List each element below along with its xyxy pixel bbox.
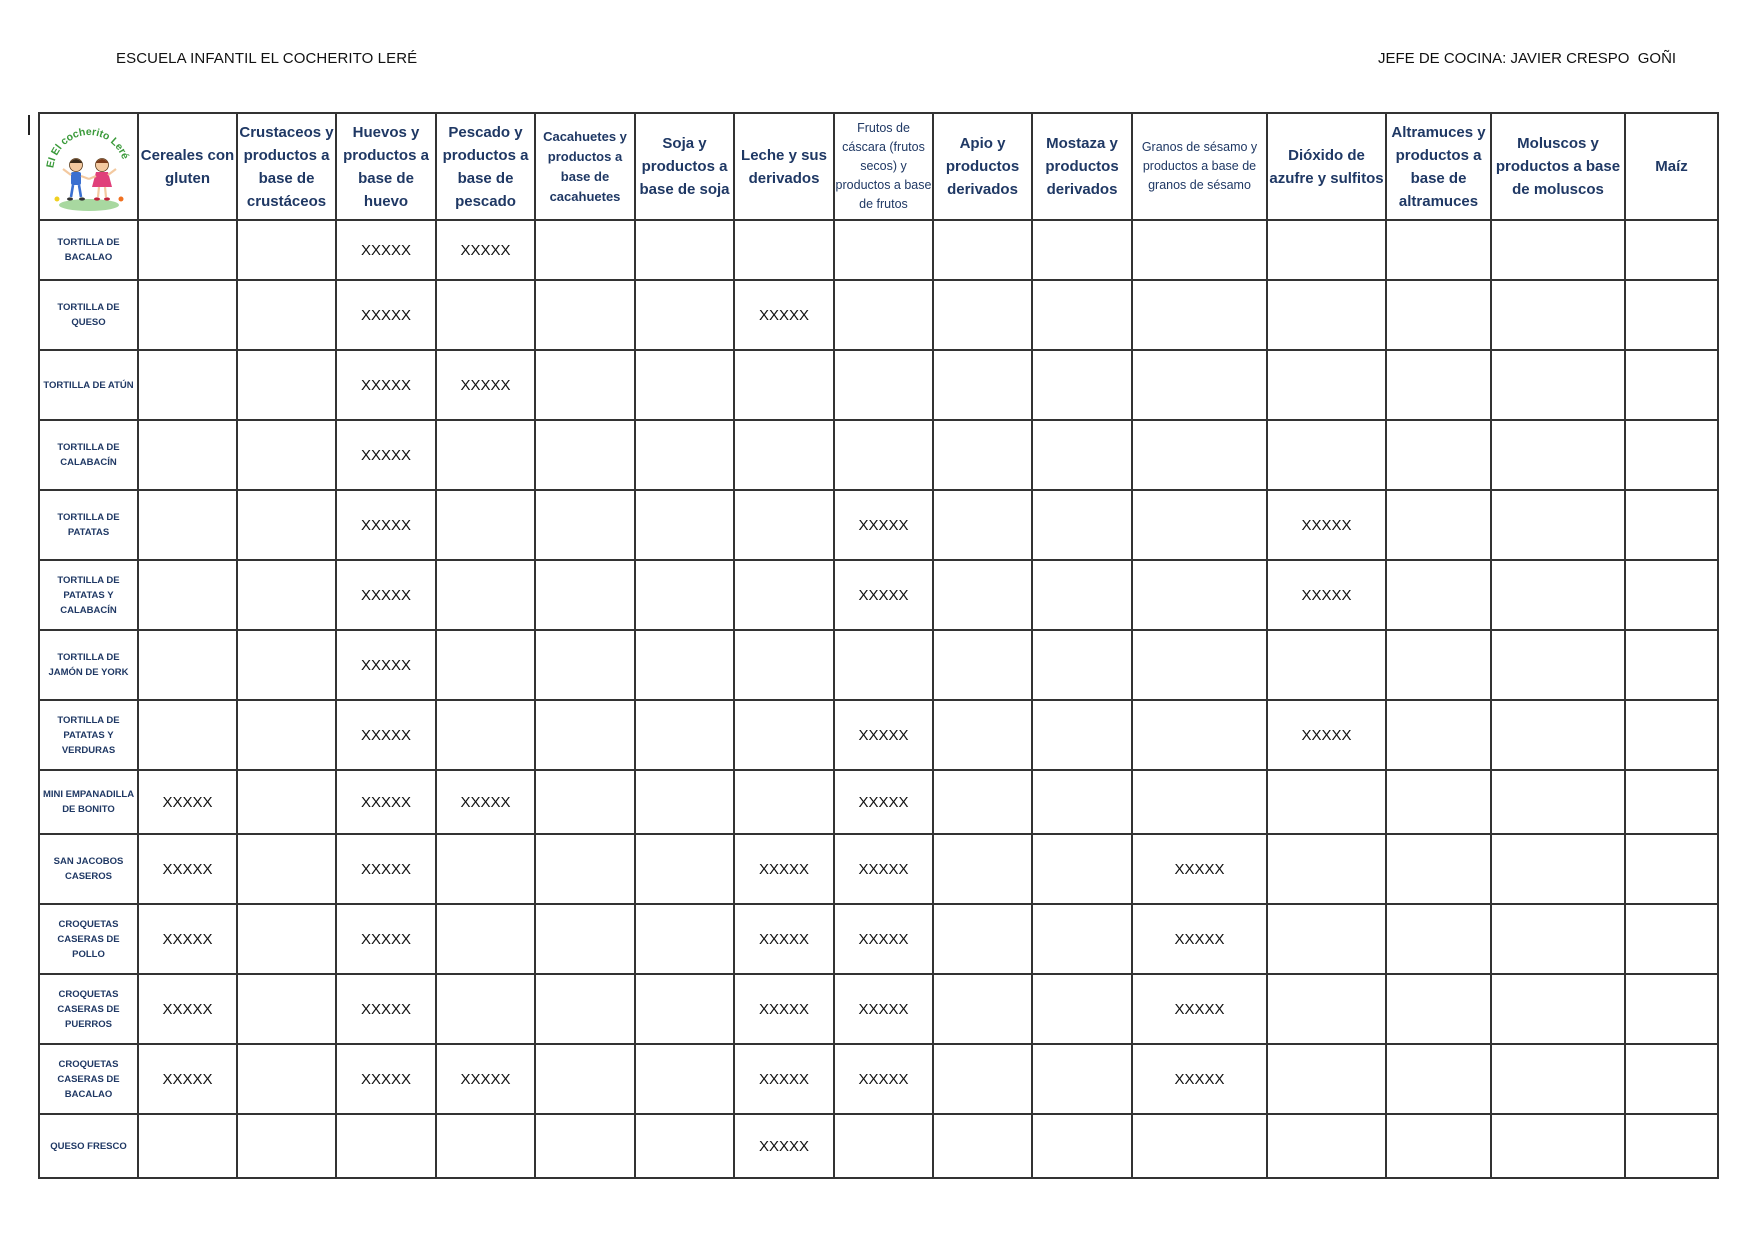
dish-name: TORTILLA DE PATATAS Y VERDURAS bbox=[39, 700, 138, 770]
dish-name: TORTILLA DE ATÚN bbox=[39, 350, 138, 420]
allergen-cell bbox=[734, 630, 834, 700]
allergen-cell bbox=[138, 220, 237, 280]
allergen-cell bbox=[1267, 904, 1386, 974]
col-header-cacahuetes: Cacahuetes y productos a base de cacahuetes bbox=[535, 113, 635, 220]
allergen-cell bbox=[933, 560, 1032, 630]
allergen-cell bbox=[1032, 974, 1132, 1044]
allergen-cell bbox=[734, 220, 834, 280]
allergen-cell bbox=[834, 220, 933, 280]
col-header-leche: Leche y sus derivados bbox=[734, 113, 834, 220]
allergen-cell bbox=[436, 490, 535, 560]
allergen-cell bbox=[535, 350, 635, 420]
allergen-cell bbox=[933, 490, 1032, 560]
header-row bbox=[39, 113, 1718, 220]
allergen-cell bbox=[1032, 770, 1132, 834]
allergen-cell: XXXXX bbox=[734, 1114, 834, 1178]
allergen-cell bbox=[635, 280, 734, 350]
allergen-cell bbox=[635, 700, 734, 770]
allergen-cell bbox=[237, 490, 336, 560]
logo-arc-text: EI El cocherito Leré bbox=[43, 125, 131, 169]
allergen-cell bbox=[1386, 904, 1491, 974]
allergen-cell bbox=[1386, 700, 1491, 770]
allergen-cell: XXXXX bbox=[138, 904, 237, 974]
allergen-cell: XXXXX bbox=[336, 420, 436, 490]
col-header-sesamo: Granos de sésamo y productos a base de granos de sésamo bbox=[1132, 113, 1267, 220]
allergen-table bbox=[38, 112, 1719, 1179]
table-row bbox=[39, 560, 1718, 630]
allergen-cell bbox=[1132, 220, 1267, 280]
table-row bbox=[39, 350, 1718, 420]
allergen-cell bbox=[1625, 220, 1718, 280]
allergen-cell bbox=[933, 974, 1032, 1044]
allergen-cell bbox=[933, 220, 1032, 280]
allergen-cell bbox=[1267, 1114, 1386, 1178]
allergen-cell bbox=[1032, 420, 1132, 490]
allergen-cell bbox=[1386, 560, 1491, 630]
allergen-cell bbox=[1267, 974, 1386, 1044]
allergen-cell bbox=[834, 280, 933, 350]
dish-name: TORTILLA DE PATATAS Y CALABACÍN bbox=[39, 560, 138, 630]
allergen-cell bbox=[834, 350, 933, 420]
allergen-cell: XXXXX bbox=[834, 904, 933, 974]
allergen-cell bbox=[237, 220, 336, 280]
table-row bbox=[39, 630, 1718, 700]
allergen-cell bbox=[138, 1114, 237, 1178]
allergen-cell bbox=[436, 834, 535, 904]
allergen-cell: XXXXX bbox=[336, 904, 436, 974]
allergen-cell bbox=[1132, 560, 1267, 630]
allergen-cell bbox=[1132, 280, 1267, 350]
allergen-cell bbox=[1032, 220, 1132, 280]
allergen-cell bbox=[237, 700, 336, 770]
allergen-cell bbox=[933, 700, 1032, 770]
col-header-mostaza: Mostaza y productos derivados bbox=[1032, 113, 1132, 220]
table-row bbox=[39, 1044, 1718, 1114]
allergen-cell: XXXXX bbox=[138, 974, 237, 1044]
col-header-altramuces: Altramuces y productos a base de altramuces bbox=[1386, 113, 1491, 220]
allergen-cell bbox=[1491, 700, 1625, 770]
allergen-cell: XXXXX bbox=[138, 1044, 237, 1114]
allergen-cell: XXXXX bbox=[734, 280, 834, 350]
allergen-cell bbox=[1625, 834, 1718, 904]
allergen-cell: XXXXX bbox=[734, 974, 834, 1044]
allergen-cell: XXXXX bbox=[834, 490, 933, 560]
allergen-cell bbox=[933, 834, 1032, 904]
allergen-cell: XXXXX bbox=[1132, 1044, 1267, 1114]
allergen-cell bbox=[237, 834, 336, 904]
allergen-cell bbox=[635, 490, 734, 560]
allergen-cell bbox=[1386, 1114, 1491, 1178]
allergen-cell: XXXXX bbox=[436, 220, 535, 280]
allergen-cell bbox=[237, 1044, 336, 1114]
allergen-cell bbox=[436, 280, 535, 350]
dish-name: TORTILLA DE PATATAS bbox=[39, 490, 138, 560]
dish-name: CROQUETAS CASERAS DE PUERROS bbox=[39, 974, 138, 1044]
allergen-cell bbox=[1267, 280, 1386, 350]
allergen-cell bbox=[436, 1114, 535, 1178]
allergen-cell: XXXXX bbox=[336, 770, 436, 834]
allergen-cell bbox=[1491, 560, 1625, 630]
allergen-cell bbox=[1032, 1114, 1132, 1178]
allergen-cell bbox=[1032, 560, 1132, 630]
allergen-cell: XXXXX bbox=[336, 350, 436, 420]
allergen-cell bbox=[1032, 490, 1132, 560]
allergen-cell bbox=[1491, 420, 1625, 490]
allergen-cell bbox=[237, 350, 336, 420]
allergen-cell bbox=[237, 770, 336, 834]
allergen-cell bbox=[1625, 490, 1718, 560]
allergen-cell bbox=[1267, 1044, 1386, 1114]
allergen-cell bbox=[535, 630, 635, 700]
allergen-cell bbox=[237, 904, 336, 974]
allergen-cell bbox=[535, 700, 635, 770]
allergen-cell bbox=[635, 420, 734, 490]
allergen-cell bbox=[138, 630, 237, 700]
allergen-cell bbox=[1625, 630, 1718, 700]
table-row bbox=[39, 420, 1718, 490]
allergen-cell bbox=[535, 770, 635, 834]
table-row bbox=[39, 700, 1718, 770]
allergen-cell bbox=[933, 770, 1032, 834]
allergen-cell bbox=[1386, 770, 1491, 834]
allergen-cell bbox=[1132, 630, 1267, 700]
allergen-cell bbox=[933, 420, 1032, 490]
allergen-cell bbox=[138, 420, 237, 490]
allergen-cell: XXXXX bbox=[1132, 904, 1267, 974]
allergen-cell bbox=[1132, 700, 1267, 770]
allergen-cell bbox=[1491, 490, 1625, 560]
col-header-maiz: Maíz bbox=[1625, 113, 1718, 220]
allergen-cell bbox=[1491, 1044, 1625, 1114]
allergen-cell bbox=[1267, 220, 1386, 280]
school-name: ESCUELA INFANTIL EL COCHERITO LERÉ bbox=[116, 50, 418, 67]
allergen-cell: XXXXX bbox=[834, 560, 933, 630]
allergen-cell bbox=[535, 220, 635, 280]
allergen-cell bbox=[138, 560, 237, 630]
allergen-cell bbox=[1625, 350, 1718, 420]
school-logo-image bbox=[43, 119, 135, 215]
allergen-cell: XXXXX bbox=[734, 1044, 834, 1114]
allergen-cell bbox=[734, 770, 834, 834]
allergen-cell bbox=[1386, 490, 1491, 560]
allergen-cell bbox=[535, 834, 635, 904]
dish-name: TORTILLA DE BACALAO bbox=[39, 220, 138, 280]
allergen-cell bbox=[1032, 700, 1132, 770]
allergen-cell bbox=[933, 350, 1032, 420]
allergen-cell: XXXXX bbox=[336, 974, 436, 1044]
allergen-cell bbox=[1491, 1114, 1625, 1178]
col-header-moluscos: Moluscos y productos a base de moluscos bbox=[1491, 113, 1625, 220]
allergen-cell bbox=[1491, 280, 1625, 350]
allergen-cell: XXXXX bbox=[436, 1044, 535, 1114]
allergen-cell bbox=[1267, 770, 1386, 834]
allergen-cell bbox=[535, 974, 635, 1044]
allergen-cell bbox=[1625, 560, 1718, 630]
allergen-cell bbox=[1386, 974, 1491, 1044]
allergen-cell bbox=[1267, 834, 1386, 904]
allergen-cell bbox=[1386, 1044, 1491, 1114]
allergen-cell bbox=[1032, 1044, 1132, 1114]
allergen-cell bbox=[535, 904, 635, 974]
allergen-cell bbox=[1032, 904, 1132, 974]
table-row bbox=[39, 220, 1718, 280]
allergen-cell bbox=[1386, 220, 1491, 280]
allergen-cell: XXXXX bbox=[1132, 834, 1267, 904]
col-header-crustaceos: Crustaceos y productos a base de crustáceos bbox=[237, 113, 336, 220]
allergen-cell: XXXXX bbox=[734, 904, 834, 974]
allergen-cell bbox=[1386, 350, 1491, 420]
allergen-cell bbox=[138, 280, 237, 350]
allergen-cell bbox=[436, 700, 535, 770]
allergen-cell bbox=[1625, 1044, 1718, 1114]
allergen-cell: XXXXX bbox=[336, 280, 436, 350]
allergen-cell bbox=[1491, 630, 1625, 700]
allergen-cell bbox=[1267, 350, 1386, 420]
allergen-cell bbox=[1267, 630, 1386, 700]
allergen-cell bbox=[436, 420, 535, 490]
dish-name: CROQUETAS CASERAS DE BACALAO bbox=[39, 1044, 138, 1114]
allergen-cell bbox=[237, 420, 336, 490]
allergen-cell bbox=[138, 350, 237, 420]
allergen-cell: XXXXX bbox=[436, 350, 535, 420]
allergen-cell: XXXXX bbox=[336, 630, 436, 700]
logo-cell bbox=[39, 113, 138, 220]
allergen-cell bbox=[1625, 1114, 1718, 1178]
allergen-cell bbox=[237, 974, 336, 1044]
allergen-cell bbox=[1132, 490, 1267, 560]
table-row bbox=[39, 490, 1718, 560]
allergen-cell bbox=[535, 490, 635, 560]
allergen-cell bbox=[1491, 770, 1625, 834]
allergen-cell bbox=[635, 350, 734, 420]
col-header-dioxido-azufre: Dióxido de azufre y sulfitos bbox=[1267, 113, 1386, 220]
allergen-cell bbox=[535, 560, 635, 630]
allergen-cell bbox=[1625, 700, 1718, 770]
allergen-cell: XXXXX bbox=[138, 834, 237, 904]
allergen-cell bbox=[436, 560, 535, 630]
allergen-cell bbox=[1132, 770, 1267, 834]
allergen-cell: XXXXX bbox=[1132, 974, 1267, 1044]
allergen-cell bbox=[1491, 220, 1625, 280]
allergen-cell bbox=[834, 630, 933, 700]
allergen-cell bbox=[535, 280, 635, 350]
allergen-cell bbox=[1625, 904, 1718, 974]
allergen-cell bbox=[237, 560, 336, 630]
allergen-cell bbox=[734, 350, 834, 420]
allergen-cell: XXXXX bbox=[138, 770, 237, 834]
allergen-cell: XXXXX bbox=[834, 974, 933, 1044]
col-header-huevos: Huevos y productos a base de huevo bbox=[336, 113, 436, 220]
allergen-cell bbox=[734, 420, 834, 490]
allergen-cell bbox=[1491, 974, 1625, 1044]
allergen-cell: XXXXX bbox=[734, 834, 834, 904]
allergen-cell bbox=[635, 560, 734, 630]
text-cursor bbox=[28, 115, 30, 135]
dish-name: TORTILLA DE JAMÓN DE YORK bbox=[39, 630, 138, 700]
allergen-cell bbox=[138, 490, 237, 560]
col-header-cereales: Cereales con gluten bbox=[138, 113, 237, 220]
dish-name: MINI EMPANADILLA DE BONITO bbox=[39, 770, 138, 834]
allergen-cell bbox=[237, 1114, 336, 1178]
table-row bbox=[39, 974, 1718, 1044]
allergen-cell: XXXXX bbox=[336, 834, 436, 904]
school-logo bbox=[40, 119, 137, 215]
table-row bbox=[39, 280, 1718, 350]
allergen-cell bbox=[635, 630, 734, 700]
allergen-cell bbox=[635, 974, 734, 1044]
allergen-cell bbox=[436, 630, 535, 700]
allergen-cell bbox=[933, 630, 1032, 700]
allergen-cell: XXXXX bbox=[336, 490, 436, 560]
allergen-cell bbox=[1625, 770, 1718, 834]
allergen-cell bbox=[237, 280, 336, 350]
allergen-cell bbox=[535, 1044, 635, 1114]
allergen-cell bbox=[933, 904, 1032, 974]
allergen-cell bbox=[138, 700, 237, 770]
allergen-cell bbox=[336, 1114, 436, 1178]
allergen-cell bbox=[933, 1044, 1032, 1114]
allergen-cell: XXXXX bbox=[1267, 560, 1386, 630]
allergen-cell bbox=[834, 420, 933, 490]
allergen-cell: XXXXX bbox=[1267, 700, 1386, 770]
allergen-cell bbox=[1386, 280, 1491, 350]
allergen-cell: XXXXX bbox=[336, 1044, 436, 1114]
allergen-cell: XXXXX bbox=[336, 700, 436, 770]
allergen-cell bbox=[1132, 1114, 1267, 1178]
allergen-cell bbox=[1386, 420, 1491, 490]
table-row bbox=[39, 834, 1718, 904]
allergen-cell bbox=[734, 700, 834, 770]
allergen-cell bbox=[734, 490, 834, 560]
allergen-cell: XXXXX bbox=[336, 560, 436, 630]
allergen-cell bbox=[734, 560, 834, 630]
allergen-cell bbox=[1491, 904, 1625, 974]
allergen-cell bbox=[1132, 420, 1267, 490]
col-header-soja: Soja y productos a base de soja bbox=[635, 113, 734, 220]
allergen-cell bbox=[635, 220, 734, 280]
dish-name: TORTILLA DE CALABACÍN bbox=[39, 420, 138, 490]
allergen-cell bbox=[635, 834, 734, 904]
dish-name: SAN JACOBOS CASEROS bbox=[39, 834, 138, 904]
allergen-cell bbox=[834, 1114, 933, 1178]
allergen-cell bbox=[933, 280, 1032, 350]
allergen-cell bbox=[436, 904, 535, 974]
dish-name: TORTILLA DE QUESO bbox=[39, 280, 138, 350]
table-body bbox=[39, 220, 1718, 1178]
allergen-cell bbox=[1032, 834, 1132, 904]
allergen-cell bbox=[535, 1114, 635, 1178]
col-header-pescado: Pescado y productos a base de pescado bbox=[436, 113, 535, 220]
allergen-cell bbox=[635, 904, 734, 974]
allergen-cell bbox=[1032, 280, 1132, 350]
allergen-cell bbox=[535, 420, 635, 490]
allergen-cell: XXXXX bbox=[834, 834, 933, 904]
allergen-cell: XXXXX bbox=[436, 770, 535, 834]
allergen-cell bbox=[635, 1044, 734, 1114]
allergen-cell bbox=[1625, 974, 1718, 1044]
allergen-cell: XXXXX bbox=[834, 700, 933, 770]
dish-name: CROQUETAS CASERAS DE POLLO bbox=[39, 904, 138, 974]
allergen-cell bbox=[1032, 630, 1132, 700]
table-row bbox=[39, 770, 1718, 834]
allergen-cell bbox=[1267, 420, 1386, 490]
allergen-cell: XXXXX bbox=[336, 220, 436, 280]
allergen-cell bbox=[1491, 350, 1625, 420]
allergen-cell bbox=[237, 630, 336, 700]
allergen-cell: XXXXX bbox=[1267, 490, 1386, 560]
svg-text:EI El cocherito Leré bbox=[44, 125, 131, 168]
allergen-cell bbox=[1625, 280, 1718, 350]
allergen-cell bbox=[1491, 834, 1625, 904]
allergen-cell bbox=[933, 1114, 1032, 1178]
allergen-cell bbox=[1625, 420, 1718, 490]
allergen-cell: XXXXX bbox=[834, 770, 933, 834]
allergen-cell bbox=[436, 974, 535, 1044]
table-row bbox=[39, 1114, 1718, 1178]
col-header-frutos-cascara: Frutos de cáscara (frutos secos) y productos a base de frutos bbox=[834, 113, 933, 220]
col-header-apio: Apio y productos derivados bbox=[933, 113, 1032, 220]
allergen-cell bbox=[1032, 350, 1132, 420]
dish-name: QUESO FRESCO bbox=[39, 1114, 138, 1178]
allergen-cell: XXXXX bbox=[834, 1044, 933, 1114]
allergen-cell bbox=[1386, 834, 1491, 904]
allergen-cell bbox=[1386, 630, 1491, 700]
table-row bbox=[39, 904, 1718, 974]
allergen-cell bbox=[1132, 350, 1267, 420]
allergen-cell bbox=[635, 1114, 734, 1178]
allergen-cell bbox=[635, 770, 734, 834]
chef-name: JEFE DE COCINA: JAVIER CRESPO GOÑI bbox=[1378, 50, 1677, 67]
